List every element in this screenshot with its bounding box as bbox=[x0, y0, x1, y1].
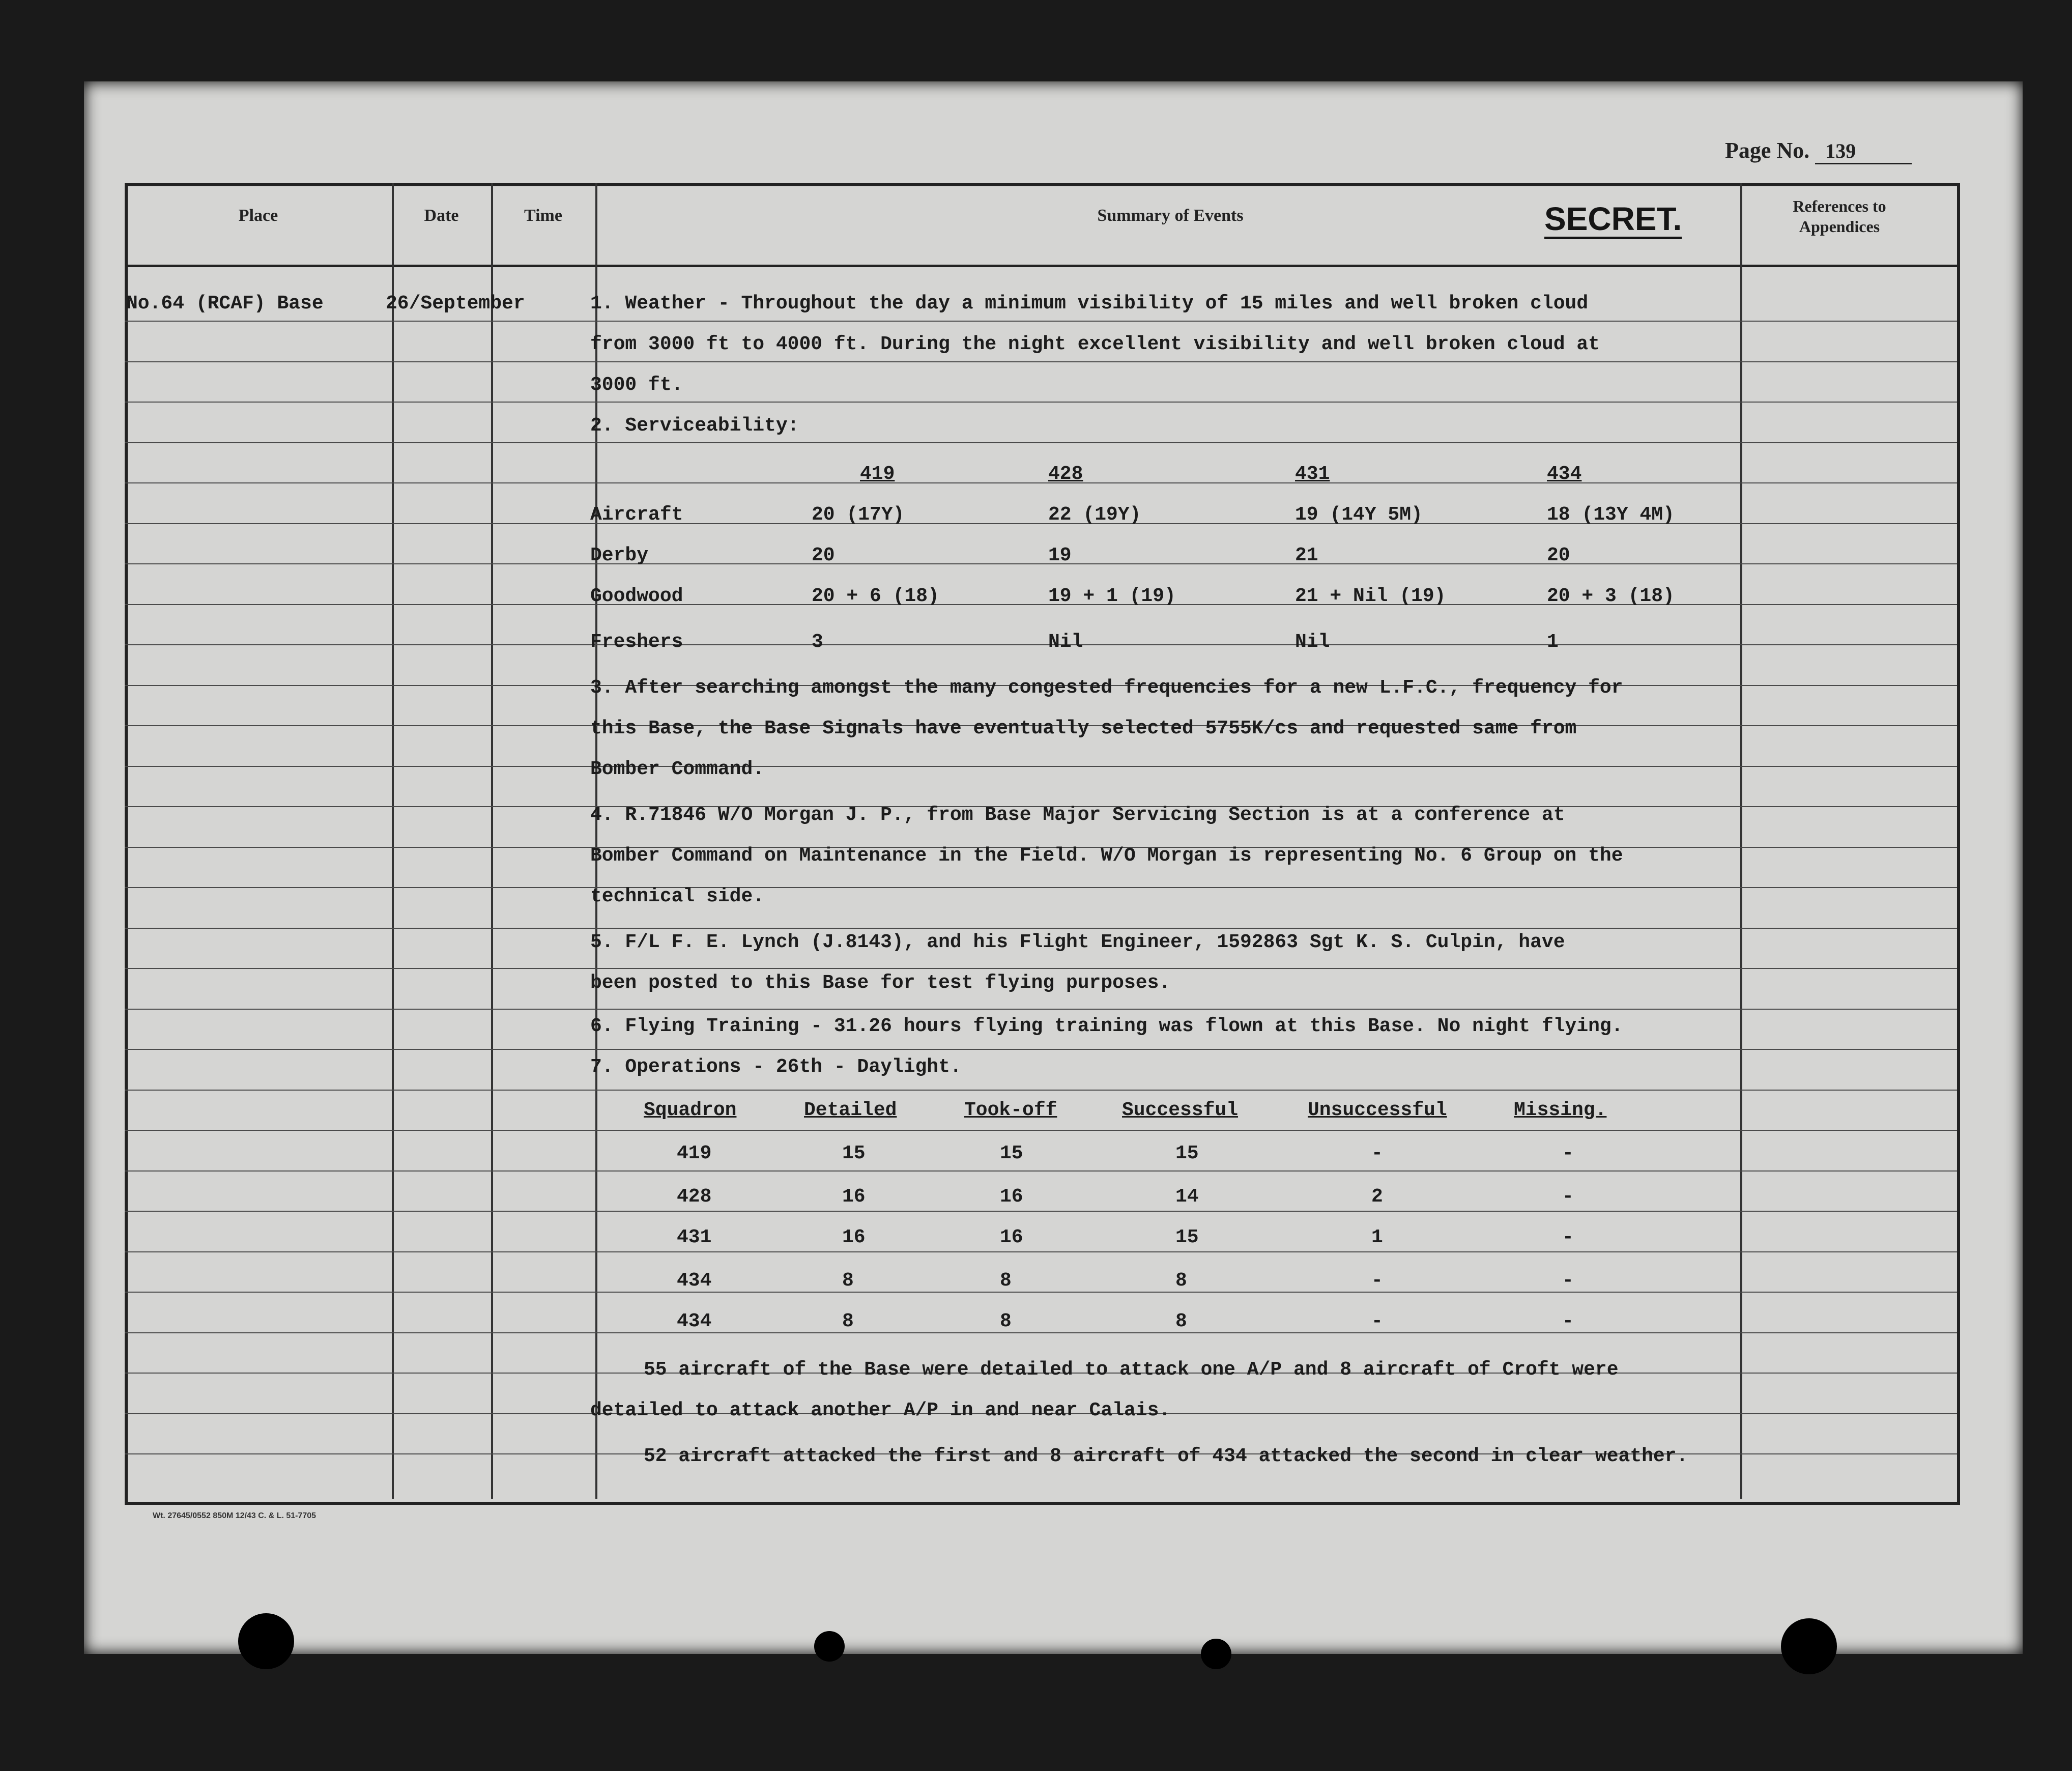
punch-hole bbox=[814, 1631, 845, 1662]
operations-cell: - bbox=[1562, 1142, 1574, 1164]
punch-hole bbox=[1201, 1639, 1231, 1669]
ruled-line bbox=[125, 563, 1957, 564]
ruled-line bbox=[125, 321, 1957, 322]
page-number: Page No. 139 bbox=[1725, 137, 1912, 164]
operations-header: Unsuccessful bbox=[1308, 1099, 1447, 1121]
operations-cell: 428 bbox=[677, 1186, 712, 1208]
operations-cell: 2 bbox=[1371, 1186, 1383, 1208]
ruled-line bbox=[125, 361, 1957, 362]
serviceability-value: 19 bbox=[1048, 545, 1072, 566]
table-frame bbox=[125, 183, 1960, 1505]
header-time: Time bbox=[524, 206, 562, 225]
serviceability-value: 20 (17Y) bbox=[812, 504, 905, 526]
ruled-line bbox=[125, 1251, 1957, 1252]
ruled-line bbox=[125, 604, 1957, 605]
ruled-line bbox=[125, 1332, 1957, 1333]
operations-cell: 431 bbox=[677, 1226, 712, 1248]
para4-line: 4. R.71846 W/O Morgan J. P., from Base Major Servicing Section is at a conference at bbox=[590, 804, 1565, 826]
operations-cell: 8 bbox=[1000, 1270, 1012, 1292]
header-summary: Summary of Events bbox=[1097, 206, 1244, 225]
col-divider bbox=[1740, 183, 1742, 1499]
header-references: References to Appendices bbox=[1793, 197, 1886, 236]
operations-cell: 16 bbox=[842, 1186, 866, 1208]
punch-hole bbox=[238, 1613, 294, 1669]
serviceability-value: 21 bbox=[1295, 545, 1318, 566]
squadron-heading: 434 bbox=[1547, 463, 1582, 485]
ruled-line bbox=[125, 644, 1957, 645]
entry-place: No.64 (RCAF) Base bbox=[126, 293, 324, 315]
summary-line: 1. Weather - Throughout the day a minimum visibility of 15 miles and well broken cloud bbox=[590, 293, 1589, 315]
summary-line: 2. Serviceability: bbox=[590, 415, 799, 437]
ruled-line bbox=[125, 1292, 1957, 1293]
operations-cell: - bbox=[1562, 1270, 1574, 1292]
operations-cell: 16 bbox=[1000, 1226, 1023, 1248]
ruled-line bbox=[125, 1170, 1957, 1172]
secret-stamp: SECRET. bbox=[1544, 201, 1682, 239]
summary-line: from 3000 ft to 4000 ft. During the night excellent visibility and well broken cloud at bbox=[590, 333, 1600, 355]
col-divider bbox=[491, 183, 493, 1499]
para4-line: Bomber Command on Maintenance in the Field. W/O Morgan is representing No. 6 Group on the bbox=[590, 845, 1623, 867]
squadron-heading: 428 bbox=[1048, 463, 1083, 485]
ruled-line bbox=[125, 442, 1957, 443]
operations-cell: - bbox=[1371, 1310, 1383, 1332]
para3-line: Bomber Command. bbox=[590, 758, 765, 780]
operations-cell: 8 bbox=[842, 1310, 854, 1332]
operations-header: Took-off bbox=[964, 1099, 1057, 1121]
operations-cell: 8 bbox=[842, 1270, 854, 1292]
summary-line: 3000 ft. bbox=[590, 374, 683, 396]
ruled-line bbox=[125, 968, 1957, 969]
operations-cell: 8 bbox=[1175, 1270, 1187, 1292]
operations-cell: 16 bbox=[842, 1226, 866, 1248]
serviceability-value: 19 (14Y 5M) bbox=[1295, 504, 1423, 526]
serviceability-label: Goodwood bbox=[590, 585, 683, 607]
punch-hole bbox=[1781, 1618, 1837, 1674]
operations-cell: - bbox=[1562, 1226, 1574, 1248]
serviceability-value: 18 (13Y 4M) bbox=[1547, 504, 1675, 526]
ruled-line bbox=[125, 482, 1957, 483]
entry-date: 26/September bbox=[386, 293, 525, 315]
operations-cell: 1 bbox=[1371, 1226, 1383, 1248]
operations-cell: 8 bbox=[1175, 1310, 1187, 1332]
squadron-heading: 419 bbox=[860, 463, 895, 485]
ruled-line bbox=[125, 1049, 1957, 1050]
operations-cell: 16 bbox=[1000, 1186, 1023, 1208]
header-date: Date bbox=[424, 206, 459, 225]
ruled-line bbox=[125, 1211, 1957, 1212]
operations-cell: 419 bbox=[677, 1142, 712, 1164]
serviceability-value: Nil bbox=[1048, 631, 1083, 653]
para5-line: been posted to this Base for test flying purposes. bbox=[590, 972, 1171, 994]
para6-line: 6. Flying Training - 31.26 hours flying training was flown at this Base. No night flying. bbox=[590, 1015, 1623, 1037]
serviceability-value: 22 (19Y) bbox=[1048, 504, 1141, 526]
para3-line: this Base, the Base Signals have eventually selected 5755K/cs and requested same from bbox=[590, 718, 1577, 739]
operations-cell: 434 bbox=[677, 1270, 712, 1292]
squadron-heading: 431 bbox=[1295, 463, 1330, 485]
operations-header: Detailed bbox=[804, 1099, 897, 1121]
serviceability-value: 3 bbox=[812, 631, 823, 653]
operations-header: Missing. bbox=[1514, 1099, 1607, 1121]
ruled-line bbox=[125, 1130, 1957, 1131]
col-divider bbox=[392, 183, 394, 1499]
para3-line: 3. After searching amongst the many congested frequencies for a new L.F.C., frequency for bbox=[590, 677, 1623, 699]
serviceability-label: Aircraft bbox=[590, 504, 683, 526]
operations-cell: 15 bbox=[1175, 1226, 1199, 1248]
serviceability-value: 19 + 1 (19) bbox=[1048, 585, 1176, 607]
para7-line: 7. Operations - 26th - Daylight. bbox=[590, 1056, 962, 1078]
para5-line: 5. F/L F. E. Lynch (J.8143), and his Flight Engineer, 1592863 Sgt K. S. Culpin, have bbox=[590, 931, 1565, 953]
header-rule bbox=[125, 265, 1957, 267]
ruled-line bbox=[125, 1009, 1957, 1010]
operations-cell: 8 bbox=[1000, 1310, 1012, 1332]
operations-cell: - bbox=[1562, 1186, 1574, 1208]
ruled-line bbox=[125, 523, 1957, 524]
serviceability-value: 20 + 3 (18) bbox=[1547, 585, 1675, 607]
serviceability-value: 21 + Nil (19) bbox=[1295, 585, 1446, 607]
header-place: Place bbox=[238, 206, 278, 225]
serviceability-label: Derby bbox=[590, 545, 649, 566]
serviceability-value: 1 bbox=[1547, 631, 1559, 653]
ruled-line bbox=[125, 766, 1957, 767]
operations-header: Successful bbox=[1122, 1099, 1239, 1121]
closing-line: detailed to attack another A/P in and near Calais. bbox=[590, 1399, 1171, 1421]
operations-cell: 15 bbox=[1000, 1142, 1023, 1164]
operations-cell: 15 bbox=[842, 1142, 866, 1164]
operations-cell: 15 bbox=[1175, 1142, 1199, 1164]
operations-header: Squadron bbox=[644, 1099, 737, 1121]
ruled-line bbox=[125, 1090, 1957, 1091]
serviceability-value: Nil bbox=[1295, 631, 1330, 653]
form-footer: Wt. 27645/0552 850M 12/43 C. & L. 51-7705 bbox=[153, 1511, 316, 1520]
operations-cell: - bbox=[1371, 1142, 1383, 1164]
operations-cell: - bbox=[1562, 1310, 1574, 1332]
operations-cell: - bbox=[1371, 1270, 1383, 1292]
ruled-line bbox=[125, 887, 1957, 888]
serviceability-label: Freshers bbox=[590, 631, 683, 653]
ruled-line bbox=[125, 402, 1957, 403]
ruled-line bbox=[125, 928, 1957, 929]
operations-cell: 14 bbox=[1175, 1186, 1199, 1208]
serviceability-value: 20 bbox=[1547, 545, 1570, 566]
serviceability-value: 20 bbox=[812, 545, 835, 566]
closing-line: 52 aircraft attacked the first and 8 aircraft of 434 attacked the second in clear weather. bbox=[644, 1445, 1688, 1467]
closing-line: 55 aircraft of the Base were detailed to attack one A/P and 8 aircraft of Croft were bbox=[644, 1359, 1619, 1381]
operations-cell: 434 bbox=[677, 1310, 712, 1332]
serviceability-value: 20 + 6 (18) bbox=[812, 585, 939, 607]
para4-line: technical side. bbox=[590, 885, 765, 907]
